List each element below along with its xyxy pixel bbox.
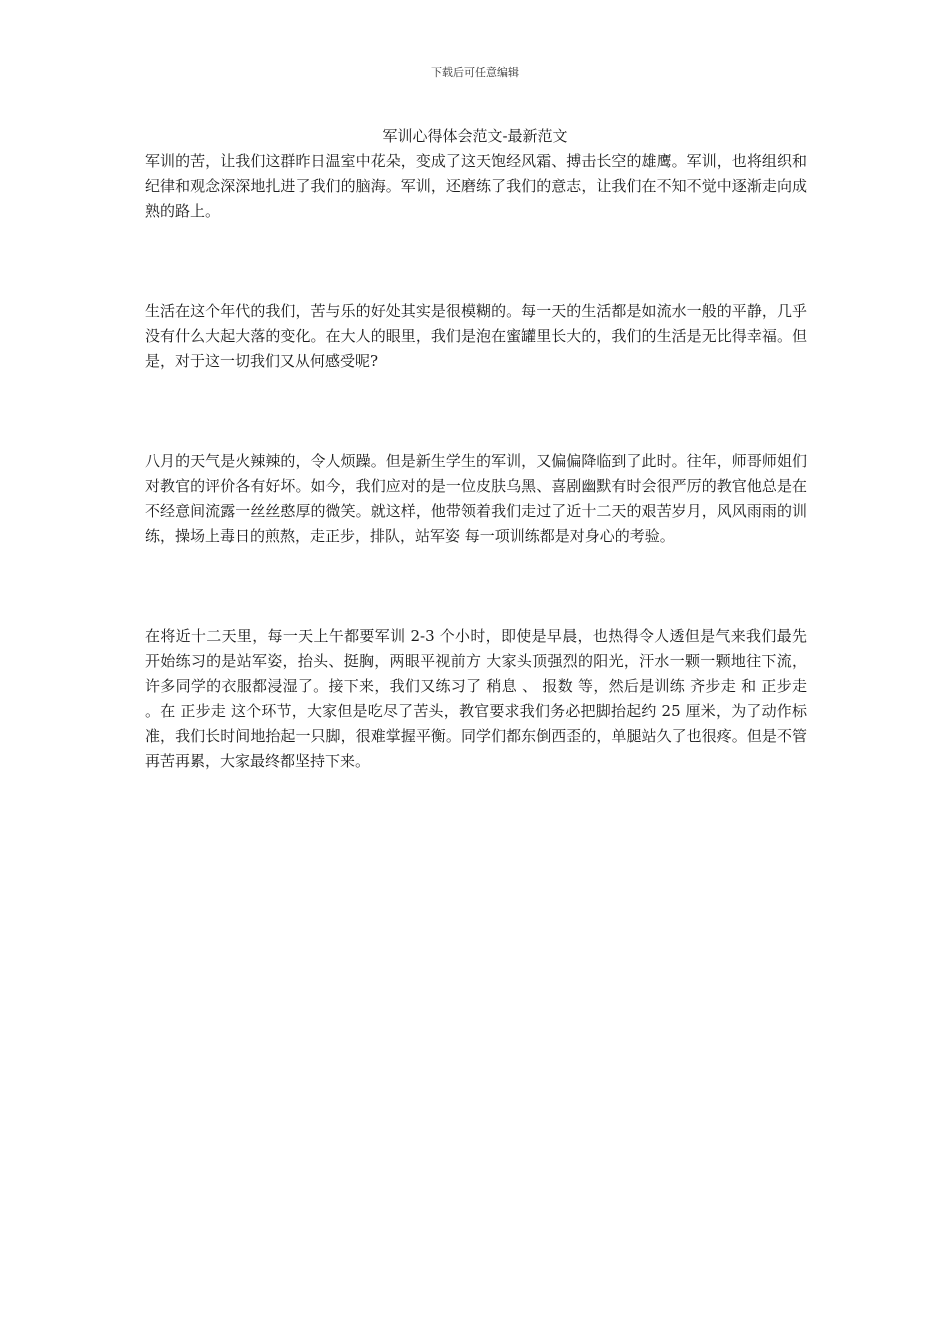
paragraph-spacer [145, 374, 807, 449]
document-title: 军训心得体会范文-最新范文 [382, 127, 568, 145]
header-note: 下载后可任意编辑 [431, 66, 519, 79]
paragraph-spacer [145, 224, 807, 299]
paragraph-spacer [145, 549, 807, 624]
document-body [145, 149, 807, 774]
paragraph-1: 军训的苦，让我们这群昨日温室中花朵，变成了这天饱经风霜、搏击长空的雄鹰。军训，也将组织和纪律和观念深深地扎进了我们的脑海。军训，还磨练了我们的意志，让我们在不知不觉中逐渐走向成熟的路上。 [145, 152, 807, 220]
paragraph-4: 在将近十二天里，每一天上午都要军训 2-3 个小时，即使是早晨，也热得令人透但是气来我们最先开始练习的是站军姿，抬头、挺胸，两眼平视前方 大家头顶强烈的阳光，汗水一颗一颗地往下流，许多同学的衣服都浸湿了。接下来，我们又练习了 稍息 、 报数 等，然后是训练 齐步走 和 正步走 。在 正步走 这个环节，大家但是吃尽了苦头，教官要求我们务必把脚抬起约 25 厘米，为了动作标准，我们长时间地抬起一只脚，很难掌握平衡。同学们都东倒西歪的，单腿站久了也很疼。但是不管再苦再累，大家最终都坚持下来。 [145, 627, 807, 770]
paragraph-3: 八月的天气是火辣辣的，令人烦躁。但是新生学生的军训，又偏偏降临到了此时。往年，师哥师姐们对教官的评价各有好坏。如今，我们应对的是一位皮肤乌黑、喜剧幽默有时会很严厉的教官他总是在不经意间流露一丝丝憨厚的微笑。就这样，他带领着我们走过了近十二天的艰苦岁月，风风雨雨的训练，操场上毒日的煎熬，走正步，排队，站军姿 每一项训练都是对身心的考验。 [145, 452, 807, 545]
paragraph-2: 生活在这个年代的我们，苦与乐的好处其实是很模糊的。每一天的生活都是如流水一般的平静，几乎没有什么大起大落的变化。在大人的眼里，我们是泡在蜜罐里长大的，我们的生活是无比得幸福。但是，对于这一切我们又从何感受呢? [145, 302, 807, 370]
